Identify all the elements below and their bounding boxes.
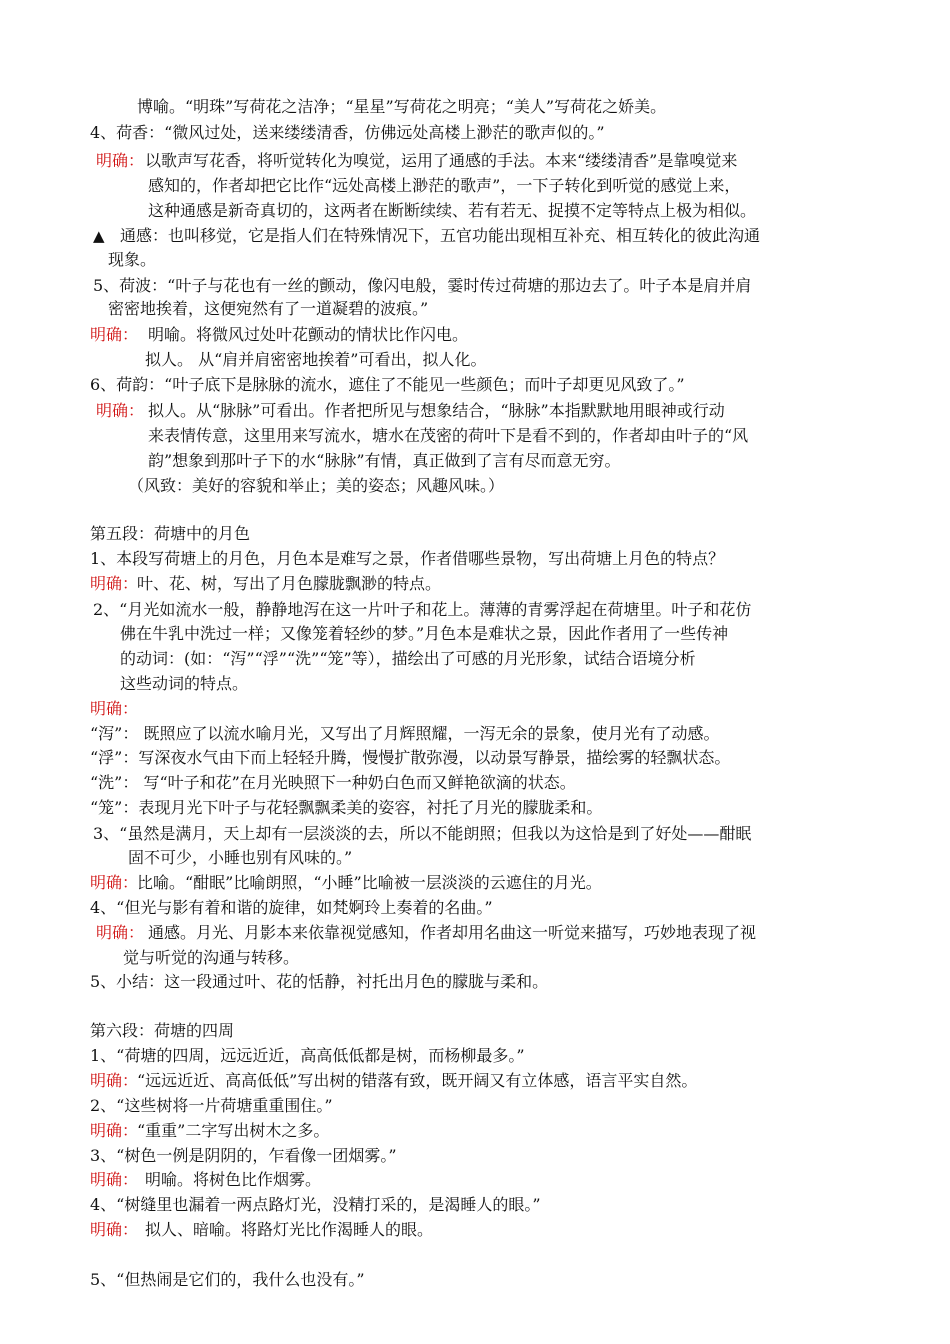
question-line: 1、本段写荷塘上的月色，月色本是难写之景，作者借哪些景物，写出荷塘上月色的特点？	[90, 549, 725, 568]
text-line: 来表情传意，这里用来写流水，塘水在茂密的荷叶下是看不到的，作者却由叶子的“风	[148, 426, 749, 445]
question-line: 6、荷韵：“叶子底下是脉脉的流水，遮住了不能见一些颜色；而叶子却更见风致了。”	[90, 375, 685, 394]
question-line: 2、“月光如流水一般，静静地泻在这一片叶子和花上。薄薄的青雾浮起在荷塘里。叶子和花仿	[93, 600, 752, 619]
question-line: 4、“树缝里也漏着一两点路灯光，没精打采的，是渴睡人的眼。”	[90, 1195, 541, 1214]
text-line: 觉与听觉的沟通与转移。	[123, 948, 300, 967]
section-heading: 第五段：荷塘中的月色	[90, 524, 251, 543]
text-line: 明喻。将树色比作烟雾。	[145, 1170, 322, 1189]
question-line: 5、荷波：“叶子与花也有一丝的颤动，像闪电般，霎时传过荷塘的那边去了。叶子本是肩并肩	[93, 276, 752, 295]
text-line: “重重”二字写出树木之多。	[137, 1121, 330, 1140]
question-line: 1、“荷塘的四周，远远近近，高高低低都是树，而杨柳最多。”	[90, 1046, 525, 1065]
answer-label: 明确：	[90, 1121, 139, 1140]
text-line: “远远近近、高高低低”写出树的错落有致，既开阔又有立体感，语言平实自然。	[137, 1071, 698, 1090]
text-line: 的动词：(如：“泻”“浮”“洗”“笼”等），描绘出了可感的月光形象，试结合语境分析	[120, 649, 696, 668]
text-line: 密密地挨着，这便宛然有了一道凝碧的波痕。”	[108, 299, 429, 318]
question-line: 4、荷香：“微风过处，送来缕缕清香，仿佛远处高楼上渺茫的歌声似的。”	[90, 123, 605, 142]
text-line: 叶、花、树，写出了月色朦胧飘渺的特点。	[137, 574, 442, 593]
question-line: 4、“但光与影有着和谐的旋律，如梵婀玲上奏着的名曲。”	[90, 898, 493, 917]
text-line: 固不可少，小睡也别有风味的。”	[128, 848, 353, 867]
text-line: 韵”想象到那叶子下的水“脉脉”有情，真正做到了言有尽而意无穷。	[148, 451, 621, 470]
answer-label: 明确：	[90, 699, 139, 718]
text-line: 比喻。“酣眠”比喻朗照，“小睡”比喻被一层淡淡的云遮住的月光。	[137, 873, 602, 892]
answer-label: 明确：	[90, 873, 139, 892]
question-line: 2、“这些树将一片荷塘重重围住。”	[90, 1096, 333, 1115]
text-line: 通感：也叫移觉，它是指人们在特殊情况下，五官功能出现相互补充、相互转化的彼此沟通	[120, 226, 761, 245]
text-line: 感知的，作者却把它比作“远处高楼上渺茫的歌声”，一下子转化到听觉的感觉上来，	[148, 176, 741, 195]
text-line: （风致：美好的容貌和举止；美的姿态；风趣风味。）	[128, 476, 505, 495]
text-line: 通感。月光、月影本来依靠视觉感知，作者却用名曲这一听觉来描写，巧妙地表现了视	[148, 923, 757, 942]
text-line: “泻”： 既照应了以流水喻月光，又写出了月辉照耀，一泻无余的景象，使月光有了动感。	[90, 724, 720, 743]
text-line: 拟人。 从“肩并肩密密地挨着”可看出，拟人化。	[145, 350, 487, 369]
text-line: 明喻。将微风过处叶花颤动的情状比作闪电。	[148, 325, 469, 344]
question-line: 5、“但热闹是它们的，我什么也没有。”	[90, 1270, 365, 1289]
question-line: 3、“树色一例是阴阴的，乍看像一团烟雾。”	[90, 1146, 397, 1165]
text-line: 拟人、暗喻。将路灯光比作渴睡人的眼。	[145, 1220, 434, 1239]
answer-label: 明确：	[96, 923, 145, 942]
text-line: 5、小结：这一段通过叶、花的恬静，衬托出月色的朦胧与柔和。	[90, 972, 549, 991]
text-line: 拟人。从“脉脉”可看出。作者把所见与想象结合，“脉脉”本指默默地用眼神或行动	[148, 401, 725, 420]
text-line: 以歌声写花香，将听觉转化为嗅觉，运用了通感的手法。本来“缕缕清香”是靠嗅觉来	[145, 151, 738, 170]
text-line: 现象。	[108, 250, 157, 269]
answer-label: 明确：	[90, 1071, 139, 1090]
text-line: “洗”： 写“叶子和花”在月光映照下一种奶白色而又鲜艳欲滴的状态。	[90, 773, 576, 792]
text-line: “笼”：表现月光下叶子与花轻飘飘柔美的姿容，衬托了月光的朦胧柔和。	[90, 798, 603, 817]
text-line: “浮”：写深夜水气由下而上轻轻升腾，慢慢扩散弥漫，以动景写静景，描绘雾的轻飘状态。	[90, 748, 731, 767]
answer-label: 明确：	[96, 401, 145, 420]
triangle-bullet-icon: ▲	[93, 227, 105, 245]
answer-label: 明确：	[90, 325, 139, 344]
answer-label: 明确：	[90, 1220, 139, 1239]
answer-label: 明确：	[96, 151, 145, 170]
section-heading: 第六段：荷塘的四周	[90, 1021, 235, 1040]
question-line: 3、“虽然是满月，天上却有一层淡淡的去，所以不能朗照；但我以为这恰是到了好处——酣眠	[93, 824, 752, 843]
answer-label: 明确：	[90, 1170, 139, 1189]
text-line: 这些动词的特点。	[120, 674, 249, 693]
text-line: 这种通感是新奇真切的，这两者在断断续续、若有若无、捉摸不定等特点上极为相似。	[148, 201, 757, 220]
text-line: 佛在牛乳中洗过一样；又像笼着轻纱的梦。”月色本是难状之景，因此作者用了一些传神	[120, 624, 729, 643]
answer-label: 明确：	[90, 574, 139, 593]
text-line: 博喻。“明珠”写荷花之洁净；“星星”写荷花之明亮；“美人”写荷花之娇美。	[137, 97, 667, 116]
